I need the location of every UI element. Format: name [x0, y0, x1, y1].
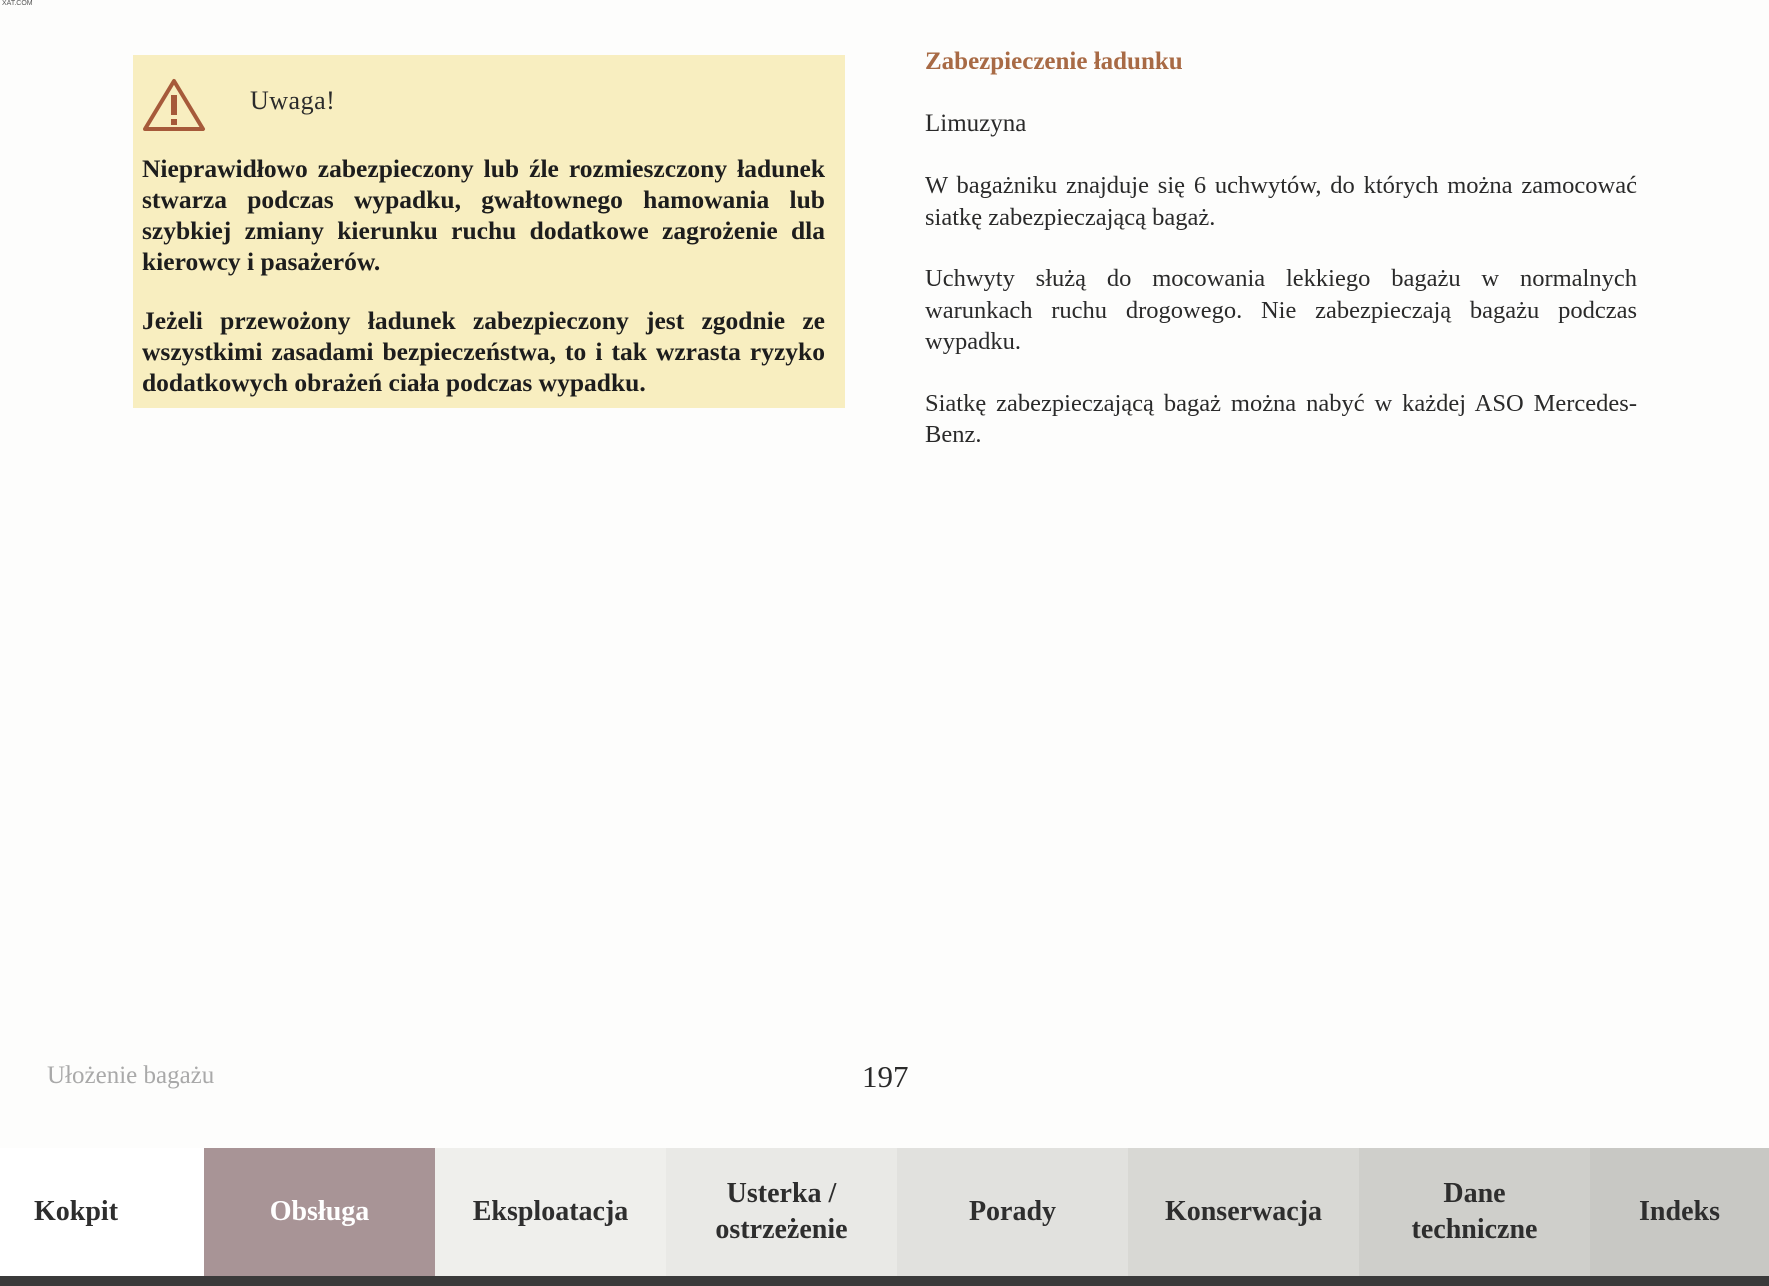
tab-label: Obsługa	[269, 1196, 370, 1227]
tab-kokpit[interactable]	[0, 1148, 204, 1276]
tab-label-group	[1412, 1176, 1538, 1248]
footer-section-label: Ułożenie bagażu	[47, 1062, 215, 1089]
tab-label-group	[715, 1176, 847, 1248]
warning-triangle-icon	[142, 77, 206, 133]
tab-usterka-ostrzezenie[interactable]	[666, 1148, 897, 1276]
body-paragraph-1: W bagażniku znajduje się 6 uchwytów, do których można zamocować siatkę zabezpieczającą bagaż.	[925, 172, 1637, 231]
tab-label-line-1: Dane	[1443, 1178, 1506, 1209]
tab-label-line-2: techniczne	[1411, 1214, 1538, 1245]
tab-obsluga[interactable]	[204, 1148, 435, 1276]
content-column	[925, 46, 1637, 451]
warning-box	[133, 55, 845, 408]
tab-label: Konserwacja	[1164, 1196, 1323, 1227]
watermark: XAT.COM	[2, 0, 33, 7]
tab-label-line-2: ostrzeżenie	[715, 1214, 848, 1245]
tab-dane-techniczne[interactable]	[1359, 1148, 1590, 1276]
tab-label: Indeks	[1639, 1196, 1720, 1227]
chapter-tabs	[0, 1148, 1769, 1276]
body-paragraph-2: Uchwyty służą do mocowania lekkiego bagażu w normalnych warunkach ruchu drogowego. Nie zabezpieczają bagażu podczas wypadku.	[925, 265, 1637, 355]
warning-header	[142, 69, 825, 141]
warning-title: Uwaga!	[250, 86, 336, 115]
warning-paragraph-1: Nieprawidłowo zabezpieczony lub źle rozmieszczony ładunek stwarza podczas wypadku, gwałtownego hamowania lub szybkiej zmiany kierunku ruchu dodatkowe zagrożenie dla kierowcy i pasażerów.	[142, 154, 825, 276]
section-heading: Zabezpieczenie ładunku	[925, 48, 1183, 75]
page-number: 197	[862, 1059, 909, 1094]
sub-heading: Limuzyna	[925, 110, 1027, 137]
tab-porady[interactable]	[897, 1148, 1128, 1276]
tab-label: Eksploatacja	[472, 1196, 629, 1227]
tab-label-line-1: Usterka /	[726, 1178, 837, 1209]
tab-konserwacja[interactable]	[1128, 1148, 1359, 1276]
warning-paragraph-2: Jeżeli przewożony ładunek zabezpieczony jest zgodnie ze wszystkimi zasadami bezpieczeństwa, to i tak wzrasta ryzyko dodatkowych obrażeń ciała podczas wypadku.	[142, 306, 825, 397]
tab-indeks[interactable]	[1590, 1148, 1769, 1276]
tab-eksploatacja[interactable]	[435, 1148, 666, 1276]
tab-label: Kokpit	[34, 1196, 119, 1227]
body-paragraph-3: Siatkę zabezpieczającą bagaż można nabyć w każdej ASO Mercedes-Benz.	[925, 389, 1637, 448]
tab-label: Porady	[968, 1196, 1057, 1227]
bottom-edge-bar	[0, 1276, 1769, 1286]
